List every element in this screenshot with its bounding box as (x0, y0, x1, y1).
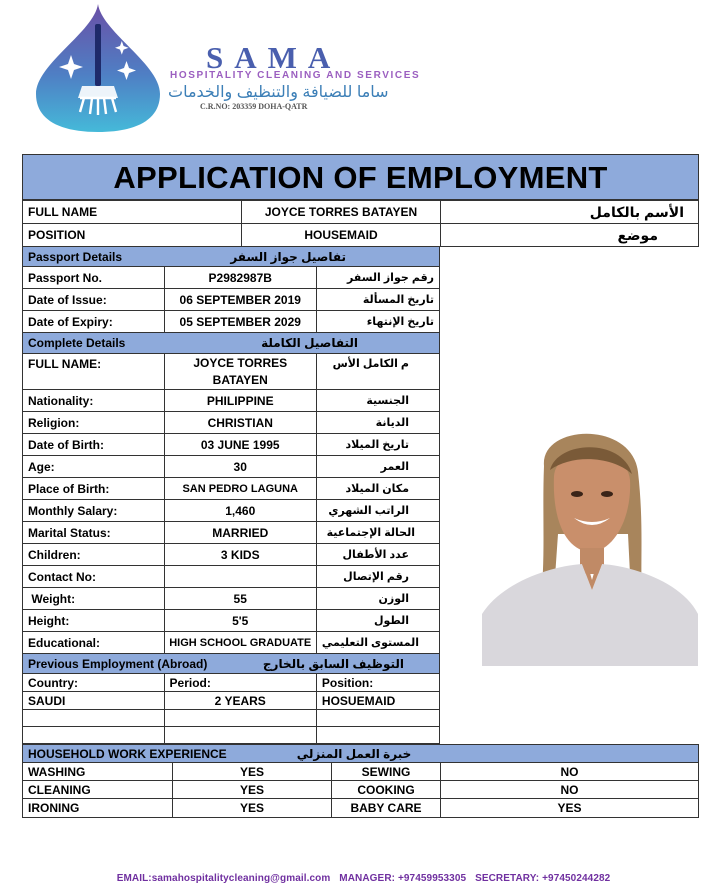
place-of-birth-arabic: مكان الميلاد (316, 478, 439, 500)
details-full-name-label: FULL NAME: (23, 354, 165, 390)
employment-country: SAUDI (23, 692, 165, 710)
education-value: HIGH SCHOOL GRADUATE (164, 632, 316, 654)
dob-arabic: تاريخ الميلاد (316, 434, 439, 456)
passport-header-arabic: تفاصيل جواز السفر (230, 249, 346, 264)
details-full-name-arabic: م الكامل الأس (316, 354, 439, 390)
complete-details-header-arabic: التفاصيل الكاملة (261, 336, 358, 350)
previous-employment-header-arabic: التوظيف السابق بالخارج (262, 656, 404, 671)
children-label: Children: (23, 544, 165, 566)
complete-details-header-label: Complete Details (28, 336, 126, 350)
age-value: 30 (164, 456, 316, 478)
religion-value: CHRISTIAN (164, 412, 316, 434)
skill-cooking-value: NO (441, 781, 699, 799)
height-label: Height: (23, 610, 165, 632)
nationality-value: PHILIPPINE (164, 390, 316, 412)
salary-arabic: الراتب الشهري (316, 500, 439, 522)
marital-status-label: Marital Status: (23, 522, 165, 544)
registration-number: C.R.NO: 203359 DOHA-QATR (200, 102, 308, 111)
footer-contact (0, 873, 727, 884)
skill-ironing-value: YES (173, 799, 332, 818)
household-experience-table (22, 744, 699, 818)
skill-washing-value: YES (173, 763, 332, 781)
height-value: 5'5 (164, 610, 316, 632)
document-title: APPLICATION OF EMPLOYMENT (22, 154, 699, 200)
issue-date-label: Date of Issue: (23, 289, 165, 311)
household-header-label: HOUSEHOLD WORK EXPERIENCE (28, 746, 227, 761)
education-label: Educational: (23, 632, 165, 654)
salary-value: 1,460 (164, 500, 316, 522)
household-header-arabic: خبرة العمل المنزلي (296, 746, 412, 761)
employment-position (316, 727, 439, 744)
skill-washing-label: WASHING (23, 763, 173, 781)
position-arabic-label: موضع (441, 224, 699, 247)
full-name-label: FULL NAME (23, 201, 242, 224)
contact-value (164, 566, 316, 588)
footer-secretary-phone: SECRETARY: +97450244282 (475, 873, 611, 884)
passport-section-header (23, 247, 440, 267)
nationality-arabic: الجنسية (316, 390, 439, 412)
employment-position: HOSUEMAID (316, 692, 439, 710)
passport-number-arabic: رقم جواز السفر (316, 267, 439, 289)
full-name-value: JOYCE TORRES BATAYEN (242, 201, 441, 224)
weight-arabic: الوزن (316, 588, 439, 610)
height-arabic: الطول (316, 610, 439, 632)
nationality-label: Nationality: (23, 390, 165, 412)
country-column-header: Country: (23, 674, 165, 692)
contact-label: Contact No: (23, 566, 165, 588)
full-name-arabic-label: الأسم بالكامل (441, 201, 699, 224)
position-value: HOUSEMAID (242, 224, 441, 247)
children-arabic: عدد الأطفال (316, 544, 439, 566)
salary-label: Monthly Salary: (23, 500, 165, 522)
skill-baby-care-value: YES (441, 799, 699, 818)
passport-header-label: Passport Details (28, 249, 123, 264)
employment-period (164, 710, 316, 727)
details-full-name-line2: BATAYEN (212, 372, 268, 387)
contact-arabic: رقم الإتصال (316, 566, 439, 588)
skill-ironing-label: IRONING (23, 799, 173, 818)
period-column-header: Period: (164, 674, 316, 692)
skill-baby-care-label: BABY CARE (332, 799, 441, 818)
skill-sewing-value: NO (441, 763, 699, 781)
skill-cleaning-value: YES (173, 781, 332, 799)
brand-name: SAMA (206, 40, 342, 75)
skill-cleaning-label: CLEANING (23, 781, 173, 799)
place-of-birth-label: Place of Birth: (23, 478, 165, 500)
brand-arabic-name: ساما للضيافة والتنظيف والخدمات (168, 84, 389, 101)
marital-status-arabic: الحالة الإجتماعية (316, 522, 439, 544)
weight-label: Weight: (23, 588, 165, 610)
issue-date-value: 06 SEPTEMBER 2019 (164, 289, 316, 311)
marital-status-value: MARRIED (164, 522, 316, 544)
brand-subtitle: HOSPITALITY CLEANING AND SERVICES (170, 70, 421, 81)
place-of-birth-value: SAN PEDRO LAGUNA (164, 478, 316, 500)
expiry-date-value: 05 SEPTEMBER 2029 (164, 311, 316, 333)
employment-period: 2 YEARS (164, 692, 316, 710)
religion-label: Religion: (23, 412, 165, 434)
footer-email: EMAIL:samahospitalitycleaning@gmail.com (116, 873, 331, 884)
household-section-header (23, 745, 699, 763)
expiry-date-label: Date of Expiry: (23, 311, 165, 333)
complete-details-section-header (23, 333, 440, 354)
employment-country (23, 727, 165, 744)
applicant-photo (482, 414, 698, 666)
employment-position (316, 710, 439, 727)
religion-arabic: الديانة (316, 412, 439, 434)
footer-manager-phone: MANAGER: +97459953305 (339, 873, 467, 884)
skill-cooking-label: COOKING (332, 781, 441, 799)
details-full-name-line1: JOYCE TORRES (193, 355, 288, 370)
education-arabic: المستوى التعليمي (316, 632, 439, 654)
previous-employment-section-header (23, 654, 440, 674)
weight-value: 55 (164, 588, 316, 610)
details-table (22, 246, 440, 744)
applicant-summary-table (22, 200, 699, 247)
company-logo-icon (32, 2, 164, 134)
previous-employment-header-label: Previous Employment (Abroad) (28, 656, 208, 671)
dob-value: 03 JUNE 1995 (164, 434, 316, 456)
age-label: Age: (23, 456, 165, 478)
employment-period (164, 727, 316, 744)
position-label: POSITION (23, 224, 242, 247)
children-value: 3 KIDS (164, 544, 316, 566)
expiry-date-arabic: تاريخ الإنتهاء (316, 311, 439, 333)
passport-number-value: P2982987B (164, 267, 316, 289)
age-arabic: العمر (316, 456, 439, 478)
employment-country (23, 710, 165, 727)
issue-date-arabic: تاريخ المسألة (316, 289, 439, 311)
dob-label: Date of Birth: (23, 434, 165, 456)
passport-number-label: Passport No. (23, 267, 165, 289)
skill-sewing-label: SEWING (332, 763, 441, 781)
details-full-name-value (164, 354, 316, 390)
position-column-header: Position: (316, 674, 439, 692)
